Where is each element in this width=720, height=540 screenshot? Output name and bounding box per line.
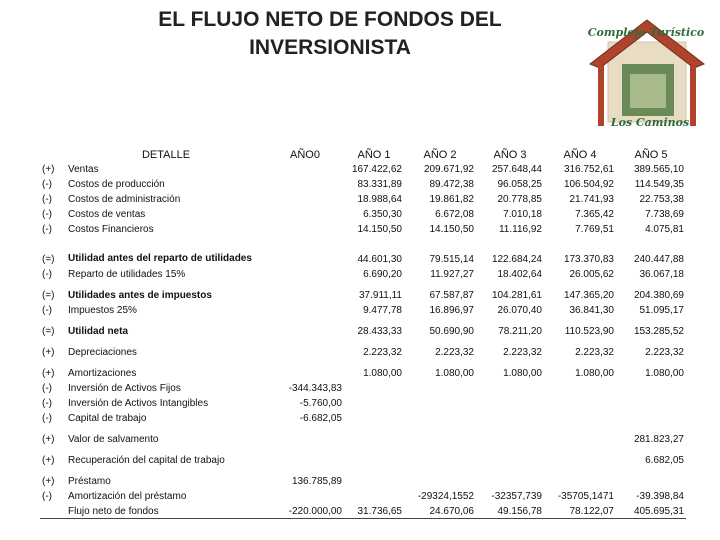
row-label: Ventas [68, 164, 99, 175]
value-cell: 6.690,20 [363, 269, 402, 280]
table-row [40, 380, 686, 395]
value-cell: 153.285,52 [633, 326, 684, 337]
value-cell: -32357,739 [491, 491, 542, 502]
value-cell: 31.736,65 [344, 503, 404, 519]
row-sign: (-) [42, 305, 52, 316]
value-cell: 316.752,61 [563, 164, 614, 175]
value-cell: 6.682,05 [645, 455, 684, 466]
value-cell: 96.058,25 [497, 179, 542, 190]
value-cell: 11.927,27 [430, 269, 474, 280]
table-row [40, 236, 686, 266]
value-cell [344, 488, 404, 503]
value-cell: 281.823,27 [633, 434, 684, 445]
value-cell: 16.896,97 [429, 305, 474, 316]
value-cell [344, 431, 404, 446]
value-cell: 257.648,44 [491, 164, 542, 175]
value-cell: 83.331,89 [357, 179, 402, 190]
logo-text-1: Complejo Turístico [587, 26, 705, 39]
value-cell [266, 266, 344, 281]
logo [570, 2, 718, 142]
table-row [40, 410, 686, 425]
logo-text-2: Los Caminos [610, 116, 690, 129]
row-sign [40, 503, 66, 519]
cash-flow-table [40, 145, 686, 519]
row-sign: (-) [42, 491, 52, 502]
value-cell [266, 431, 344, 446]
row-sign: (+) [42, 347, 55, 358]
value-cell: 1.080,00 [503, 368, 542, 379]
table-row [40, 395, 686, 410]
value-cell [404, 380, 476, 395]
value-cell [266, 302, 344, 317]
value-cell: 209.671,92 [423, 164, 474, 175]
value-cell [476, 452, 544, 467]
value-cell: 2.223,32 [575, 347, 614, 358]
value-cell: 26.005,62 [569, 269, 614, 280]
value-cell: 9.477,78 [363, 305, 402, 316]
value-cell: 14.150,50 [429, 224, 474, 235]
value-cell: 67.587,87 [429, 290, 474, 301]
value-cell: 36.841,30 [569, 305, 614, 316]
table-row [40, 365, 686, 380]
value-cell: -6.682,05 [299, 413, 342, 424]
row-sign: (+) [42, 455, 55, 466]
value-cell [344, 473, 404, 488]
row-sign: (+) [42, 476, 55, 487]
value-cell: 147.365,20 [563, 290, 614, 301]
value-cell: -39.398,84 [636, 491, 684, 502]
value-cell: 122.684,24 [491, 254, 542, 265]
row-label: Recuperación del capital de trabajo [68, 455, 225, 466]
value-cell: -35705,1471 [557, 491, 614, 502]
table-row [40, 206, 686, 221]
value-cell: 24.670,06 [404, 503, 476, 519]
value-cell: 110.523,90 [564, 326, 614, 337]
row-label: Amortización del préstamo [68, 491, 187, 502]
value-cell [266, 365, 344, 380]
row-label: Utilidad neta [68, 326, 129, 337]
table-row [40, 431, 686, 446]
value-cell: 1.080,00 [363, 368, 402, 379]
value-cell: 44.601,30 [357, 254, 402, 265]
row-sign: (=) [42, 290, 55, 301]
value-cell: 79.515,14 [429, 254, 474, 265]
year-header: AÑO 2 [423, 149, 457, 161]
value-cell: 50.690,90 [429, 326, 474, 337]
value-cell: 167.422,62 [351, 164, 402, 175]
year-header: AÑO 1 [357, 149, 391, 161]
value-cell [266, 176, 344, 191]
row-sign: (-) [42, 224, 52, 235]
value-cell [404, 473, 476, 488]
value-cell [404, 410, 476, 425]
row-label: Depreciaciones [68, 347, 137, 358]
year-header: AÑO 4 [563, 149, 597, 161]
value-cell: 114.549,35 [634, 179, 684, 190]
value-cell [544, 395, 616, 410]
row-sign: (=) [42, 254, 55, 265]
table-row [40, 452, 686, 467]
value-cell [476, 395, 544, 410]
value-cell: 6.672,08 [435, 209, 474, 220]
value-cell [544, 473, 616, 488]
value-cell: 405.695,31 [616, 503, 686, 519]
value-cell [344, 452, 404, 467]
value-cell: 106.504,92 [563, 179, 614, 190]
row-label: Reparto de utilidades 15% [68, 269, 186, 280]
value-cell: -29324,1552 [417, 491, 474, 502]
table-row [40, 221, 686, 236]
value-cell [266, 287, 344, 302]
value-cell [404, 431, 476, 446]
value-cell [266, 323, 344, 338]
value-cell [266, 221, 344, 236]
row-sign: (-) [42, 269, 52, 280]
value-cell [266, 236, 344, 266]
table-row [40, 266, 686, 281]
value-cell: 2.223,32 [645, 347, 684, 358]
value-cell [344, 395, 404, 410]
table-row [40, 473, 686, 488]
row-sign: (+) [42, 164, 55, 175]
value-cell [266, 191, 344, 206]
row-label: Utilidad antes del reparto de utilidades [68, 253, 252, 264]
value-cell: 389.565,10 [633, 164, 684, 175]
value-cell: 7.769,51 [575, 224, 614, 235]
value-cell [404, 395, 476, 410]
value-cell [616, 395, 686, 410]
value-cell: 49.156,78 [476, 503, 544, 519]
row-sign: (-) [42, 413, 52, 424]
value-cell: 7.738,69 [645, 209, 684, 220]
row-sign: (+) [42, 368, 55, 379]
value-cell: -344.343,83 [288, 383, 342, 394]
row-label: Valor de salvamento [68, 434, 159, 445]
value-cell: 14.150,50 [357, 224, 402, 235]
row-label: Amortizaciones [68, 368, 137, 379]
table-row [40, 161, 686, 176]
value-cell: 20.778,85 [497, 194, 542, 205]
row-sign: (-) [42, 194, 52, 205]
value-cell: 204.380,69 [633, 290, 684, 301]
value-cell [266, 488, 344, 503]
value-cell [476, 473, 544, 488]
value-cell: 18.402,64 [497, 269, 542, 280]
row-label: Utilidades antes de impuestos [68, 290, 212, 301]
value-cell [266, 206, 344, 221]
value-cell: 104.281,61 [491, 290, 542, 301]
row-label: Capital de trabajo [68, 413, 147, 424]
value-cell: 2.223,32 [435, 347, 474, 358]
value-cell [544, 410, 616, 425]
row-label: Impuestos 25% [68, 305, 137, 316]
row-sign: (-) [42, 383, 52, 394]
title-line-1: EL FLUJO NETO DE FONDOS DEL [158, 8, 502, 31]
value-cell [544, 431, 616, 446]
value-cell [266, 161, 344, 176]
row-sign: (-) [42, 398, 52, 409]
year-header: AÑO 3 [493, 149, 527, 161]
value-cell [266, 344, 344, 359]
value-cell [616, 380, 686, 395]
table-row [40, 176, 686, 191]
value-cell [266, 452, 344, 467]
row-label: Flujo neto de fondos [66, 503, 266, 519]
value-cell [544, 380, 616, 395]
row-sign: (=) [42, 326, 55, 337]
table-row [40, 302, 686, 317]
value-cell: 21.741,93 [569, 194, 614, 205]
value-cell [616, 410, 686, 425]
table-row [40, 323, 686, 338]
value-cell: 78.122,07 [544, 503, 616, 519]
value-cell: 173.370,83 [563, 254, 614, 265]
header-row [40, 145, 686, 161]
value-cell: 36.067,18 [639, 269, 684, 280]
value-cell [616, 473, 686, 488]
table-row [40, 488, 686, 503]
row-label: Préstamo [68, 476, 111, 487]
value-cell: 6.350,30 [363, 209, 402, 220]
value-cell [404, 452, 476, 467]
value-cell: 1.080,00 [645, 368, 684, 379]
value-cell: 7.010,18 [503, 209, 542, 220]
value-cell: 2.223,32 [363, 347, 402, 358]
row-label: Costos de ventas [68, 209, 146, 220]
value-cell: 51.095,17 [639, 305, 684, 316]
table-row [40, 344, 686, 359]
value-cell: 28.433,33 [357, 326, 402, 337]
value-cell: 136.785,89 [291, 476, 342, 487]
value-cell: 11.116,92 [498, 224, 542, 235]
value-cell: 37.911,11 [358, 290, 402, 301]
value-cell: 4.075,81 [645, 224, 684, 235]
title-line-2: INVERSIONISTA [249, 36, 411, 59]
value-cell [344, 380, 404, 395]
value-cell: 78.211,20 [498, 326, 542, 337]
year-header: AÑO0 [290, 149, 320, 161]
value-cell: 1.080,00 [435, 368, 474, 379]
row-sign: (+) [42, 434, 55, 445]
value-cell: -5.760,00 [299, 398, 342, 409]
value-cell [476, 431, 544, 446]
detail-header: DETALLE [141, 149, 191, 161]
row-label: Inversión de Activos Fijos [68, 383, 181, 394]
value-cell: 18.988,64 [357, 194, 402, 205]
row-label: Costos Financieros [68, 224, 154, 235]
value-cell: 26.070,40 [497, 305, 542, 316]
year-header: AÑO 5 [634, 149, 668, 161]
value-cell: 22.753,38 [639, 194, 684, 205]
row-label: Inversión de Activos Intangibles [68, 398, 209, 409]
value-cell [544, 452, 616, 467]
value-cell: 240.447,88 [633, 254, 684, 265]
row-label: Costos de administración [68, 194, 181, 205]
row-sign: (-) [42, 209, 52, 220]
value-cell: 1.080,00 [575, 368, 614, 379]
row-sign: (-) [42, 179, 52, 190]
value-cell [344, 410, 404, 425]
table-row [40, 503, 686, 519]
value-cell: 89.472,38 [429, 179, 474, 190]
value-cell [476, 380, 544, 395]
value-cell: 7.365,42 [575, 209, 614, 220]
value-cell: 19.861,82 [429, 194, 474, 205]
row-label: Costos de producción [68, 179, 165, 190]
value-cell: 2.223,32 [503, 347, 542, 358]
value-cell: -220.000,00 [266, 503, 344, 519]
value-cell [476, 410, 544, 425]
table-row [40, 191, 686, 206]
table-row [40, 287, 686, 302]
page-title [60, 6, 600, 62]
